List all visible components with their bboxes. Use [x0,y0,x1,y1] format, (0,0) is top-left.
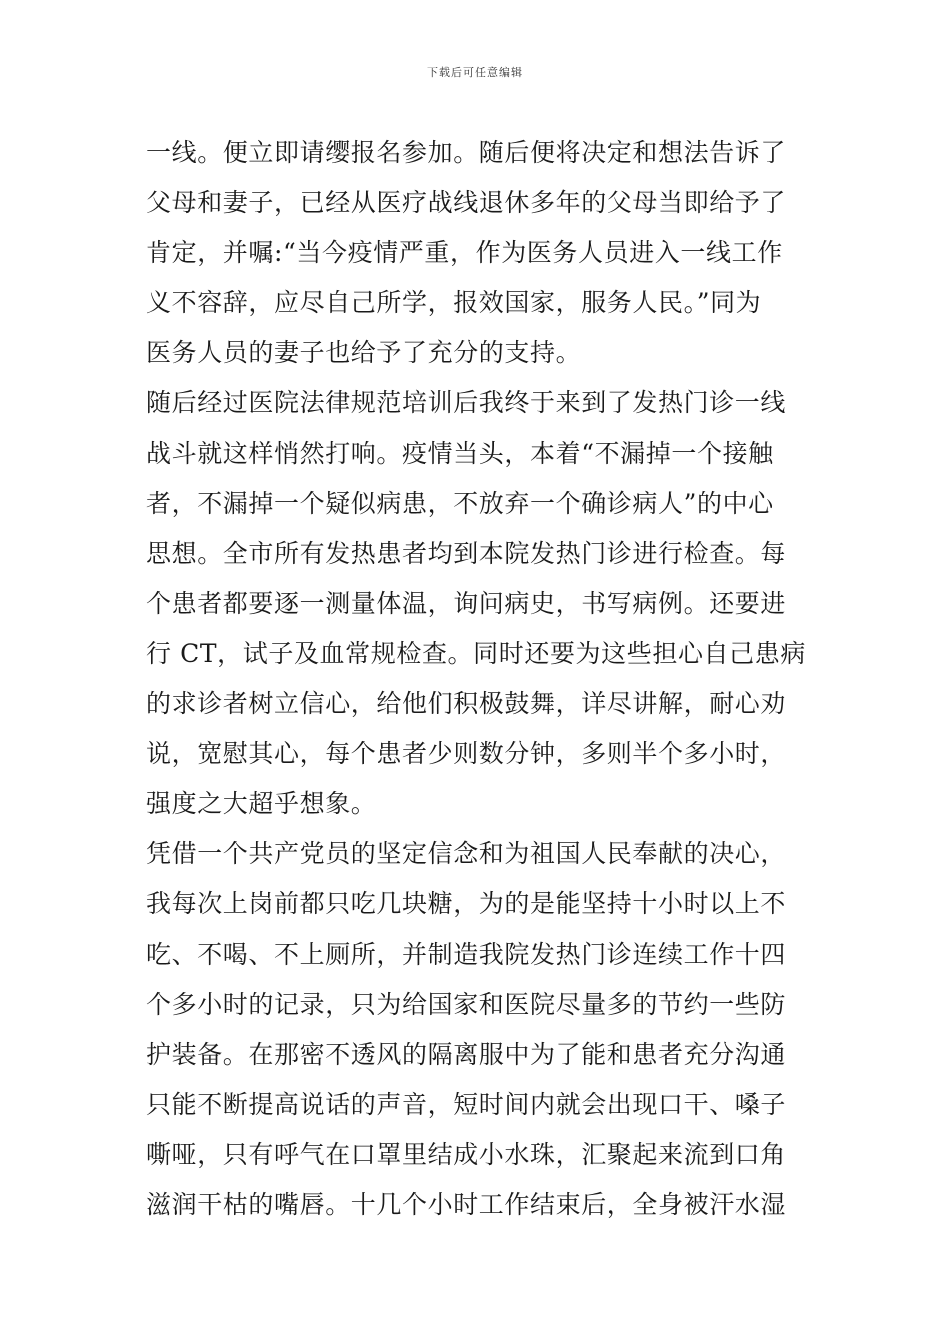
text-line: 个多小时的记录，只为给国家和医院尽量多的节约一些防 [146,989,787,1019]
text-line: 战斗就这样悄然打响。疫情当头，本着“不漏掉一个接触 [146,438,774,468]
text-line: 嘶哑，只有呼气在口罩里结成小水珠，汇聚起来流到口角 [146,1139,787,1169]
body-text [146,128,806,1230]
text-line: 行 CT，试子及血常规检查。同时还要为这些担心自己患病 [146,638,806,668]
text-line: 的求诊者树立信心，给他们积极鼓舞，详尽讲解，耐心劝 [146,689,787,719]
text-line: 只能不断提高说话的声音，短时间内就会出现口干、嗓子 [146,1089,787,1119]
paragraph [146,378,806,829]
text-line: 凭借一个共产党员的坚定信念和为祖国人民奉献的决心， [146,839,787,869]
text-line: 护装备。在那密不透风的隔离服中为了能和患者充分沟通 [146,1039,787,1069]
text-line: 医务人员的妻子也给予了充分的支持。 [146,338,582,368]
paragraph [146,128,806,378]
paragraph [146,829,806,1230]
text-line: 父母和妻子，已经从医疗战线退休多年的父母当即给予了 [146,188,787,218]
text-line: 我每次上岗前都只吃几块糖，为的是能坚持十小时以上不 [146,889,787,919]
page-header: 下载后可任意编辑 [427,66,523,79]
text-line: 个患者都要逐一测量体温，询问病史，书写病例。还要进 [146,588,787,618]
text-line: 说，宽慰其心，每个患者少则数分钟，多则半个多小时， [146,739,787,769]
text-line: 思想。全市所有发热患者均到本院发热门诊进行检查。每 [146,538,787,568]
text-line: 强度之大超乎想象。 [146,789,377,819]
text-line: 义不容辞，应尽自己所学，报效国家，服务人民。”同为 [146,288,762,318]
text-line: 随后经过医院法律规范培训后我终于来到了发热门诊一线 [146,388,787,418]
text-line: 滋润干枯的嘴唇。十几个小时工作结束后，全身被汗水湿 [146,1189,787,1219]
text-line: 者，不漏掉一个疑似病患，不放弃一个确诊病人”的中心 [146,488,774,518]
text-line: 吃、不喝、不上厕所，并制造我院发热门诊连续工作十四 [146,939,787,969]
text-line: 肯定，并嘱:“当今疫情严重，作为医务人员进入一线工作 [146,238,783,268]
text-line: 一线。便立即请缨报名参加。随后便将决定和想法告诉了 [146,138,787,167]
